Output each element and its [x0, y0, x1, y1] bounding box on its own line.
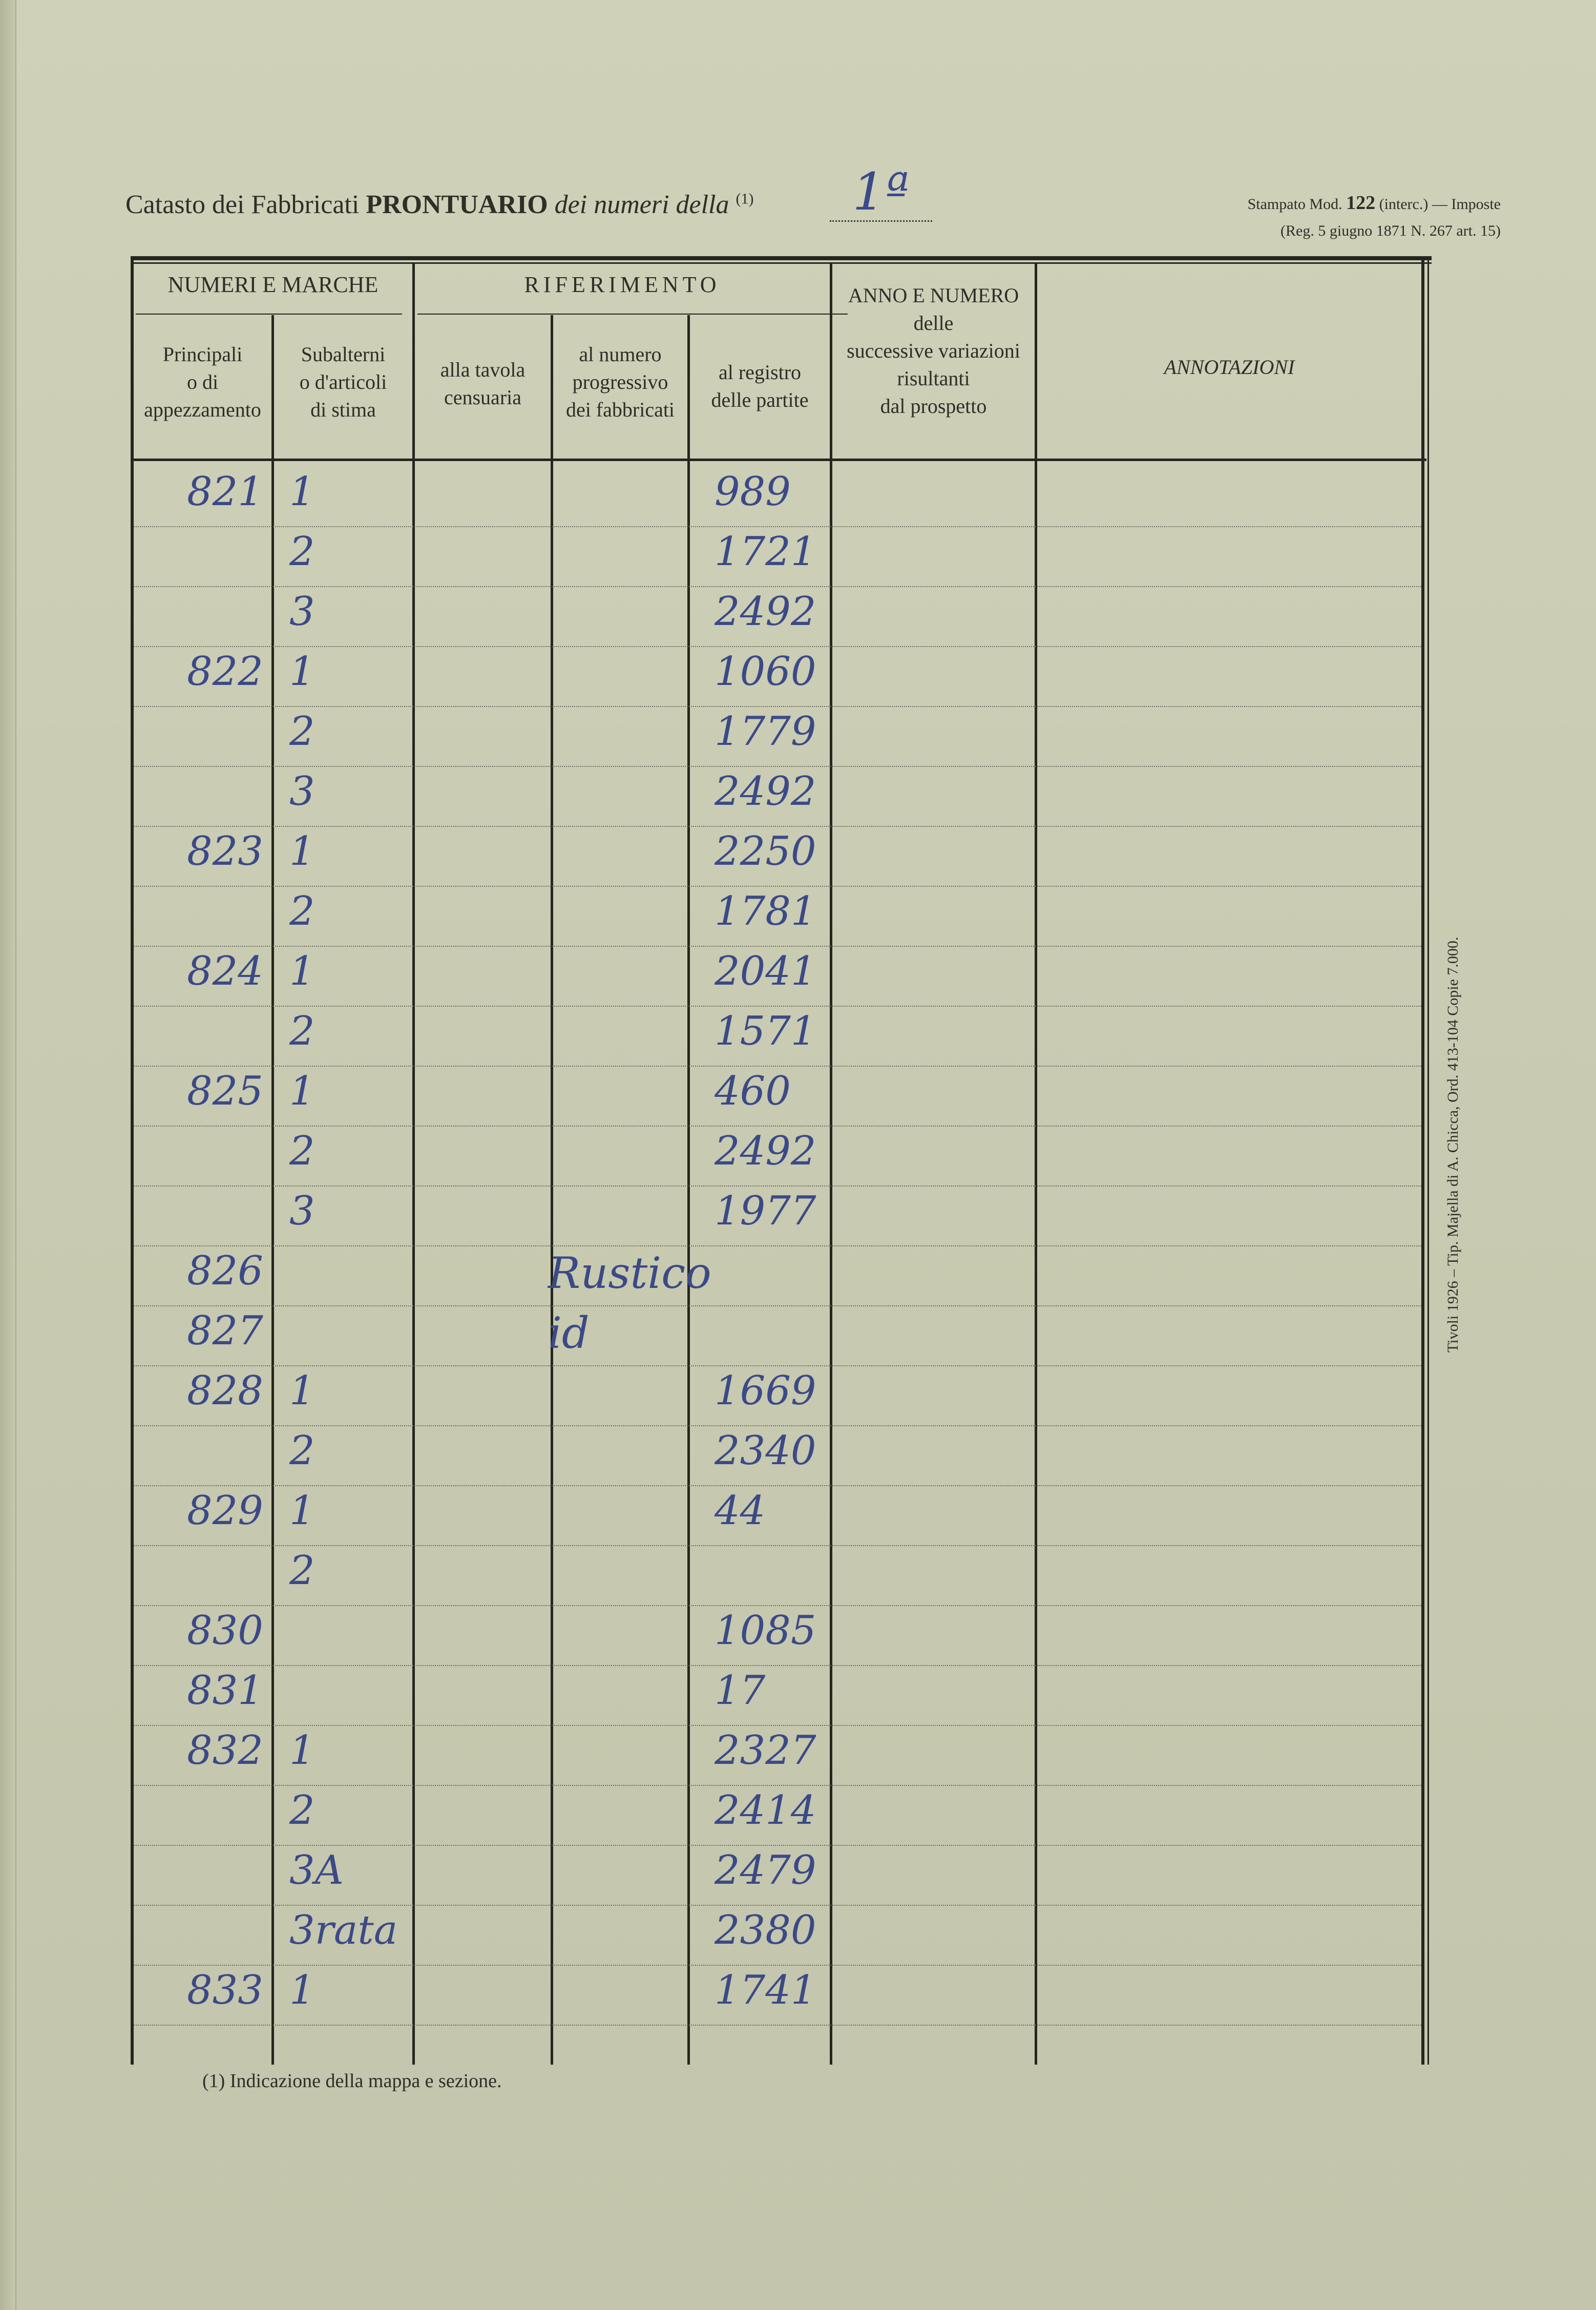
table-row	[134, 1785, 1421, 1786]
col-head-line: o d'articoli	[299, 370, 387, 393]
col-head-line: Principali	[162, 343, 243, 366]
table-row	[134, 646, 1421, 647]
col-rule-5	[830, 264, 832, 2065]
table-row	[134, 1845, 1421, 1846]
col-head-line: risultanti	[897, 367, 970, 390]
cell-registro: 1085	[715, 1608, 816, 1654]
col-head-line: di stima	[310, 398, 376, 421]
cell-principale: 828	[187, 1368, 263, 1414]
cell-subalterno: 2	[289, 1008, 315, 1054]
cell-subalterno: 1	[289, 828, 315, 875]
table-row	[134, 2025, 1421, 2026]
cell-numero: Rustico	[548, 1248, 711, 1298]
cell-principale: 831	[187, 1668, 263, 1714]
footnote: (1) Indicazione della mappa e sezione.	[202, 2070, 502, 2092]
cell-subalterno: 2	[289, 1128, 315, 1174]
col-head-line: alla tavola	[440, 358, 526, 381]
col-rule-6	[1035, 264, 1037, 2065]
cell-subalterno: 2	[289, 1787, 315, 1834]
stamp-regulation: (Reg. 5 giugno 1871 N. 267 art. 15)	[1280, 222, 1501, 239]
stamp-info	[1101, 190, 1501, 244]
cell-registro: 2492	[715, 589, 816, 635]
table-row	[134, 1545, 1421, 1546]
col-rule-2	[412, 264, 415, 2065]
cell-registro: 2041	[715, 948, 816, 994]
cell-subalterno: 3rata	[289, 1907, 398, 1953]
cell-principale: 826	[187, 1248, 263, 1294]
col-head-line: progressivo	[572, 370, 668, 393]
col-head-tavola	[415, 356, 551, 411]
header-bottom-rule	[131, 459, 1426, 461]
cell-principale: 832	[187, 1728, 263, 1774]
cell-subalterno: 2	[289, 1428, 315, 1474]
cell-numero: id	[548, 1308, 590, 1358]
table-row	[134, 826, 1421, 827]
table-row	[134, 1245, 1421, 1246]
col-head-line: al numero	[579, 343, 662, 366]
col-head-principali	[134, 341, 271, 424]
cell-subalterno: 1	[289, 1488, 315, 1534]
cell-registro: 1779	[715, 709, 816, 755]
cell-principale: 830	[187, 1608, 263, 1654]
table-row	[134, 526, 1421, 527]
col-head-subalterni	[274, 341, 412, 424]
col-head-line: al registro	[718, 361, 802, 384]
cell-subalterno: 2	[289, 1548, 315, 1594]
cell-registro: 2250	[715, 828, 816, 875]
cell-principale: 824	[187, 948, 263, 994]
col-rule-1	[271, 315, 274, 2065]
cell-registro: 1977	[715, 1188, 816, 1234]
cell-registro: 1669	[715, 1368, 816, 1414]
cell-registro: 2414	[715, 1787, 816, 1834]
cell-principale: 822	[187, 649, 263, 695]
cell-registro: 1741	[715, 1967, 816, 2013]
col-head-line: Subalterni	[301, 343, 386, 366]
map-section-value: 1ª	[830, 164, 932, 222]
cell-principale: 821	[187, 469, 263, 515]
cell-subalterno: 2	[289, 709, 315, 755]
cell-registro: 989	[715, 469, 791, 515]
table-row	[134, 706, 1421, 707]
cell-principale: 823	[187, 828, 263, 875]
table-top-rule-thin	[131, 262, 1432, 264]
col-head-line: ANNO E NUMERO	[848, 284, 1019, 307]
col-head-line: censuaria	[444, 386, 521, 409]
table-left-rule	[131, 256, 134, 2065]
table-row	[134, 1425, 1421, 1426]
cell-subalterno: 1	[289, 1368, 315, 1414]
table-row	[134, 1725, 1421, 1726]
group-riferimento: RIFERIMENTO	[524, 272, 721, 297]
title-footnote-mark: (1)	[736, 190, 754, 207]
cell-subalterno: 2	[289, 888, 315, 934]
table-right-rule	[1421, 256, 1424, 2065]
cell-subalterno: 1	[289, 1967, 315, 2013]
cell-registro: 2492	[715, 1128, 816, 1174]
col-head-annotazioni: ANNOTAZIONI	[1164, 356, 1295, 379]
stamp-mod-prefix: Stampato Mod.	[1247, 196, 1342, 213]
cell-registro: 2479	[715, 1847, 816, 1893]
cell-registro: 17	[715, 1668, 766, 1714]
cell-subalterno: 3	[289, 768, 315, 815]
table-row	[134, 1185, 1421, 1187]
cell-subalterno: 1	[289, 1728, 315, 1774]
cell-principale: 825	[187, 1068, 263, 1114]
table-row	[134, 766, 1421, 767]
col-head-line: o di	[186, 370, 219, 393]
table-row	[134, 1305, 1421, 1306]
numeri-group-rule	[136, 314, 402, 315]
riferimento-group-rule	[417, 314, 848, 315]
table-row	[134, 1066, 1421, 1067]
cell-subalterno: 2	[289, 529, 315, 575]
register-table	[125, 256, 1432, 2065]
printer-note: Tivoli 1926 – Tip. Majella di A. Chicca, Ord. 413-104 Copie 7.000.	[1444, 937, 1461, 1352]
cell-registro: 1060	[715, 649, 816, 695]
col-head-registro	[690, 359, 830, 414]
table-right-rule-thin	[1427, 256, 1429, 2065]
col-head-line: delle	[913, 311, 954, 335]
stamp-mod-number: 122	[1346, 192, 1376, 214]
col-head-line: dal prospetto	[880, 394, 987, 418]
cell-principale: 833	[187, 1967, 263, 2013]
group-numeri-marche: NUMERI E MARCHE	[167, 272, 379, 297]
cell-registro: 1781	[715, 888, 816, 934]
cell-principale: 829	[187, 1488, 263, 1534]
cell-registro: 2340	[715, 1428, 816, 1474]
cell-registro: 460	[715, 1068, 791, 1114]
col-head-numero	[553, 341, 687, 424]
title-bold: PRONTUARIO	[366, 190, 548, 219]
cell-registro: 44	[715, 1488, 766, 1534]
col-head-line: appezzamento	[144, 398, 261, 421]
cell-subalterno: 1	[289, 948, 315, 994]
col-rule-4	[687, 315, 690, 2065]
cell-subalterno: 3	[289, 589, 315, 635]
cell-subalterno: 1	[289, 649, 315, 695]
cell-principale: 827	[187, 1308, 263, 1354]
cell-registro: 1571	[715, 1008, 816, 1054]
col-head-line: successive variazioni	[847, 339, 1020, 362]
cell-subalterno: 3A	[289, 1847, 344, 1893]
table-row	[134, 1605, 1421, 1606]
page-binding-edge	[0, 0, 16, 2310]
title-prefix: Catasto dei Fabbricati	[125, 190, 360, 219]
table-row	[134, 946, 1421, 947]
table-row	[134, 1365, 1421, 1366]
table-row	[134, 886, 1421, 887]
col-rule-3	[551, 315, 553, 2065]
cell-subalterno: 3	[289, 1188, 315, 1234]
table-row	[134, 1905, 1421, 1906]
col-head-line: delle partite	[711, 388, 809, 411]
table-top-rule	[131, 256, 1432, 260]
title-italic: dei numeri della	[554, 190, 729, 219]
table-row	[134, 1126, 1421, 1127]
cell-registro: 2492	[715, 768, 816, 815]
cell-subalterno: 1	[289, 1068, 315, 1114]
page-title	[125, 190, 753, 220]
table-row	[134, 1665, 1421, 1666]
table-row	[134, 1006, 1421, 1007]
table-row	[134, 586, 1421, 587]
table-row	[134, 1485, 1421, 1486]
cell-registro: 2380	[715, 1907, 816, 1953]
cell-registro: 2327	[715, 1728, 816, 1774]
col-head-anno-numero	[832, 282, 1035, 420]
cell-subalterno: 1	[289, 469, 315, 515]
table-row	[134, 1965, 1421, 1966]
col-head-line: dei fabbricati	[565, 398, 675, 421]
stamp-mod-suffix: (interc.) — Imposte	[1379, 196, 1501, 213]
cell-registro: 1721	[715, 529, 816, 575]
